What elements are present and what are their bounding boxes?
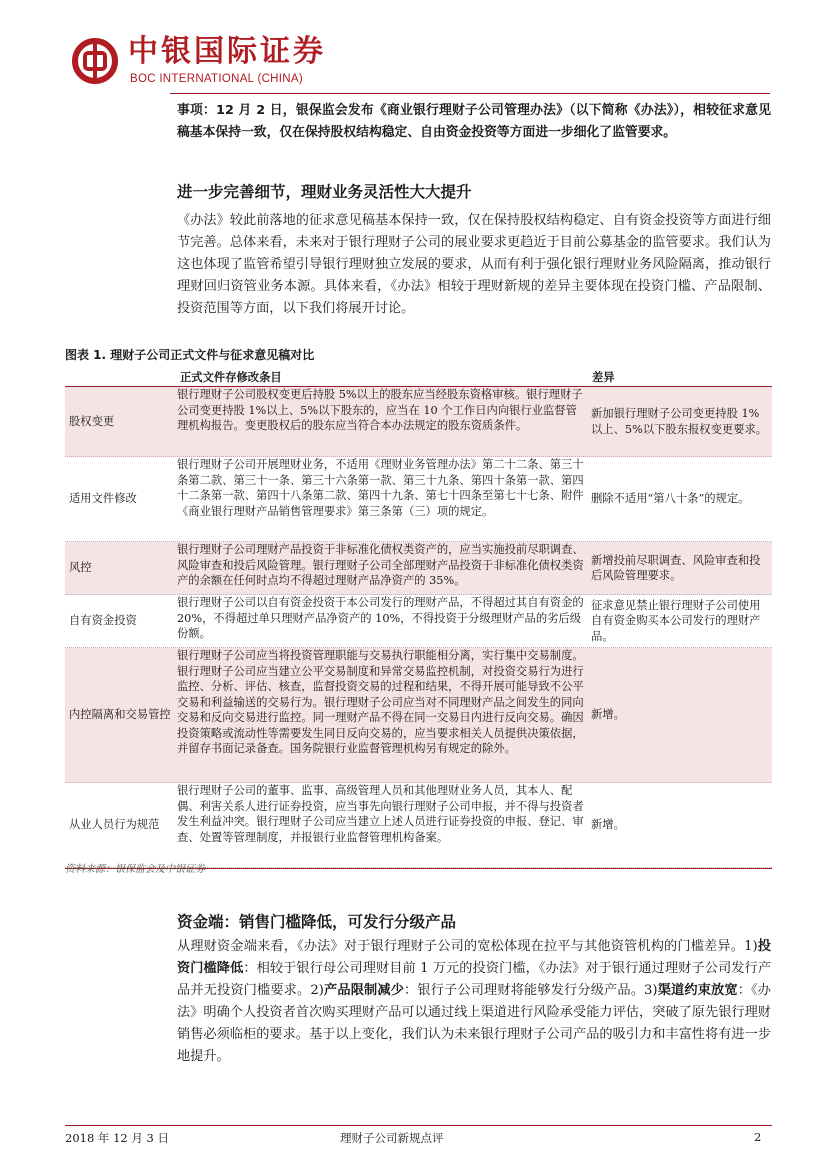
page-number: 2	[754, 1130, 762, 1144]
footer-title: 理财子公司新规点评	[340, 1131, 444, 1145]
table-header	[65, 370, 772, 387]
section2-paragraph	[177, 936, 771, 1068]
row-item: 风控	[69, 561, 92, 575]
brand-name-cn: 中银国际证券	[128, 34, 326, 69]
table-row	[65, 387, 772, 457]
row-item: 自有资金投资	[69, 614, 137, 628]
table-source: 资料来源：银保监会及中银证券	[65, 864, 205, 875]
table-title: 图表 1. 理财子公司正式文件与征求意见稿对比	[65, 348, 315, 362]
row-diff: 新增。	[591, 818, 625, 832]
row-diff: 新加银行理财子公司变更持股 1%以上、5%以下股东报权变更要求。	[591, 407, 768, 436]
footer-date: 2018 年 12 月 3 日	[65, 1131, 169, 1145]
section2-heading: 资金端：销售门槛降低，可发行分级产品	[177, 913, 457, 931]
table-row	[65, 595, 772, 648]
table-row	[65, 783, 772, 868]
row-diff: 征求意见禁止银行理财子公司使用自有资金购买本公司发行的理财产品。	[591, 598, 761, 643]
row-text: 银行理财子公司理财产品投资于非标准化债权类资产的，应当实施投前尽职调查、风险审查和投后风险管理。银行理财子公司全部理财产品投资于非标准化债权类资产的余额在任何时点均不得超过理财产品净资产的 35%。	[177, 543, 584, 587]
boc-logo-icon	[72, 38, 118, 84]
row-diff: 删除不适用“第八十条”的规定。	[591, 492, 750, 506]
row-item: 从业人员行为规范	[69, 818, 160, 832]
row-text: 银行理财子公司开展理财业务，不适用《理财业务管理办法》第二十二条、第三十条第二款、第三十一条、第三十六条第一款、第三十九条、第四十条第一款、第四十二条第一款、第四十八条第二款、第四十九条、第七十四条至第七十七条、附件《商业银行理财产品销售管理要求》第三条第（三）项的规定。	[177, 458, 584, 518]
row-diff: 新增投前尽职调查、风险审查和投后风险管理要求。	[591, 553, 761, 582]
row-text: 银行理财子公司应当将投资管理职能与交易执行职能相分离，实行集中交易制度。银行理财子公司应当建立公平交易制度和异常交易监控机制，对投资交易行为进行监控、分析、评估、核查，监督投资交易的过程和结果，不得开展可能导致不公平交易和利益输送的交易行为。银行理财子公司应当对不同理财产品之间发生的同向交易和反向交易进行监控。同一理财产品不得在同一交易日内进行反向交易。确因投资策略或流动性等需要发生同日反向交易的，应当要求相关人员提供决策依据，并留存书面记录备查。国务院银行业监督管理机构另有规定的除外。	[177, 649, 584, 755]
label-channel: 渠道约束放宽	[657, 983, 738, 998]
table-row	[65, 542, 772, 595]
text-channel: ：《办法》明确个人投资者首次购买理财产品可以通过线上渠道进行风险承受能力评估，突破了原先银行理财销售必须临柜的要求。基于以上变化，我们认为未来银行理财子公司产品的吸引力和丰富性将有进一步地提升。	[177, 983, 771, 1064]
text-product: ：银行子公司理财将能够发行分级产品。3)	[404, 983, 658, 998]
row-item: 适用文件修改	[69, 492, 137, 506]
row-text: 银行理财子公司的董事、监事、高级管理人员和其他理财业务人员，其本人、配偶、利害关系人进行证券投资，应当事先向银行理财子公司申报，并不得与投资者发生利益冲突。银行理财子公司应当建立上述人员进行证券投资的申报、登记、审查、处置等管理制度，并报银行业监督管理机构备案。	[177, 784, 584, 844]
label-product: 产品限制减少	[323, 983, 405, 998]
section1-paragraph: 《办法》较此前落地的征求意见稿基本保持一致，仅在保持股权结构稳定、自有资金投资等方面进行细节完善。总体来看，未来对于银行理财子公司的展业要求更趋近于目前公募基金的监管要求。我们认为这也体现了监管希望引导银行理财独立发展的要求，从而有利于强化银行理财业务风险隔离，推动银行理财回归资管业务本源。具体来看，《办法》相较于理财新规的差异主要体现在投资门槛、产品限制、投资范围等方面，以下我们将展开讨论。	[177, 213, 771, 316]
section1-heading: 进一步完善细节，理财业务灵活性大大提升	[177, 183, 472, 201]
event-summary: 事项：12 月 2 日，银保监会发布《商业银行理财子公司管理办法》（以下简称《办法》），相较征求意见稿基本保持一致，仅在保持股权结构稳定、自由资金投资等方面进一步细化了监管要求。	[177, 103, 771, 140]
footer-rule	[65, 1125, 772, 1126]
row-diff: 新增。	[591, 708, 625, 722]
row-item: 股权变更	[69, 414, 115, 428]
table-row	[65, 457, 772, 542]
header-clause: 正式文件存修改条目	[180, 371, 282, 384]
brand-name-en: BOC INTERNATIONAL (CHINA)	[130, 73, 303, 85]
text-threshold: ：相较于银行母公司理财目前 1 万元的投资门槛，《办法》对于银行通过理财子公司发行产品并无投资门槛要求。2)	[177, 961, 772, 998]
intro-text: 从理财资金端来看，《办法》对于银行理财子公司的宽松体现在拉平与其他资管机构的门槛差异。1)	[177, 939, 758, 954]
row-text: 银行理财子公司股权变更后持股 5%以上的股东应当经股东资格审核。银行理财子公司变更持股 1%以上、5%以下股东的，应当在 10 个工作日内向银行业监督管理机构报告。变更股权后的股东应当符合本办法规定的股东资质条件。	[177, 388, 583, 432]
row-item: 内控隔离和交易管控	[69, 708, 171, 722]
comparison-table	[65, 370, 772, 869]
header-diff: 差异	[592, 371, 615, 384]
header-rule	[170, 93, 770, 94]
label-threshold: 投资门槛降低	[177, 939, 771, 976]
table-row	[65, 648, 772, 783]
row-text: 银行理财子公司以自有资金投资于本公司发行的理财产品，不得超过其自有资金的 20%，不得超过单只理财产品净资产的 10%，不得投资于分级理财产品的劣后级份额。	[177, 596, 584, 640]
